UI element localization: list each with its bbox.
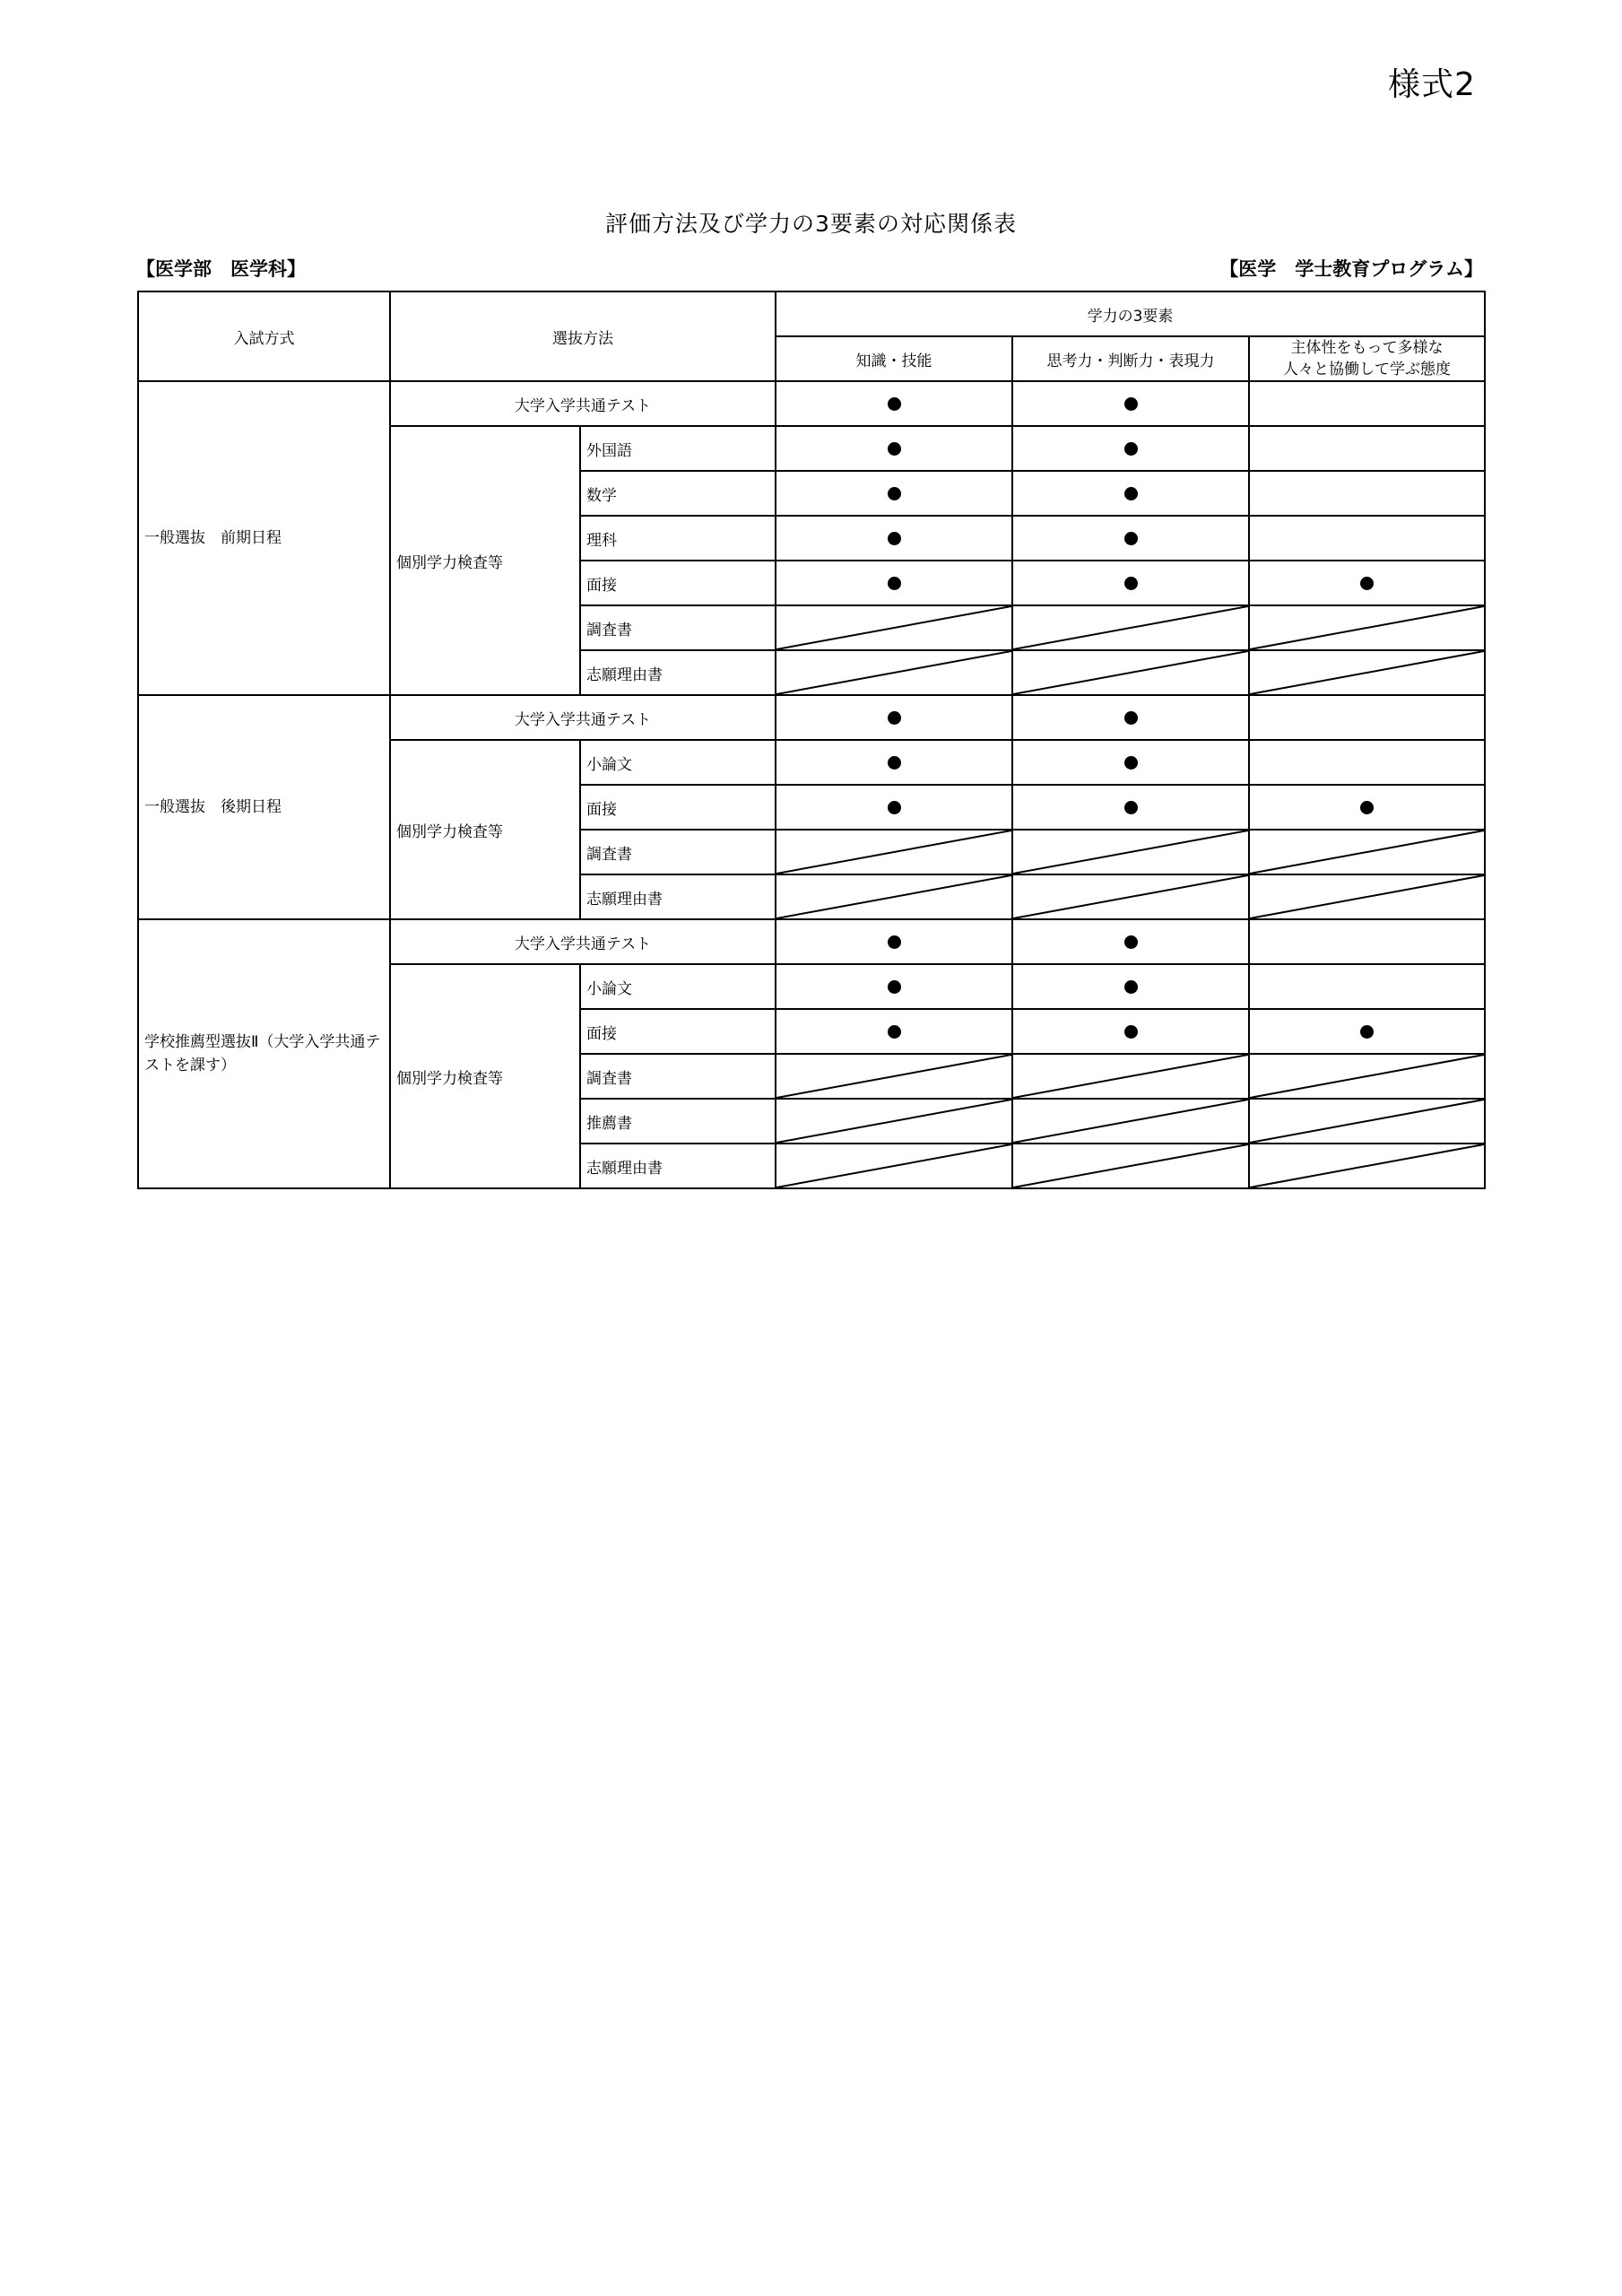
mark-cell	[776, 516, 1012, 561]
item-name-cell: 外国語	[580, 426, 776, 471]
mark-cell	[776, 1009, 1012, 1054]
filled-circle-icon	[1124, 756, 1138, 770]
filled-circle-icon	[1124, 397, 1138, 411]
form-number: 様式2	[1388, 66, 1476, 103]
mark-cell	[1249, 516, 1485, 561]
mark-cell	[776, 561, 1012, 605]
header-exam-type: 入試方式	[138, 291, 390, 381]
mark-cell	[1249, 381, 1485, 426]
item-name-cell: 小論文	[580, 740, 776, 785]
not-applicable-slash-cell	[1249, 605, 1485, 650]
header-selection-method: 選抜方法	[390, 291, 776, 381]
document-title: 評価方法及び学力の3要素の対応関係表	[605, 211, 1017, 237]
not-applicable-slash-cell	[1012, 605, 1249, 650]
mark-cell	[776, 964, 1012, 1009]
table-row	[138, 381, 1485, 426]
mark-cell	[1012, 740, 1249, 785]
header-element3-line2: 人々と協働して学ぶ態度	[1283, 361, 1451, 378]
not-applicable-slash-cell	[1012, 874, 1249, 919]
common-test-cell: 大学入学共通テスト	[390, 381, 776, 426]
not-applicable-slash-cell	[1249, 830, 1485, 874]
filled-circle-icon	[1124, 980, 1138, 994]
header-element3	[1249, 336, 1485, 381]
filled-circle-icon	[888, 1025, 901, 1039]
item-name-cell: 面接	[580, 561, 776, 605]
correspondence-table	[137, 291, 1486, 1189]
item-name-cell: 調査書	[580, 1054, 776, 1099]
common-test-cell: 大学入学共通テスト	[390, 695, 776, 740]
mark-cell	[1249, 1009, 1485, 1054]
common-test-cell: 大学入学共通テスト	[390, 919, 776, 964]
filled-circle-icon	[1124, 577, 1138, 590]
filled-circle-icon	[1360, 801, 1374, 814]
table-row	[138, 919, 1485, 964]
not-applicable-slash-cell	[1249, 1054, 1485, 1099]
item-name-cell: 志願理由書	[580, 874, 776, 919]
mark-cell	[1249, 919, 1485, 964]
mark-cell	[776, 919, 1012, 964]
mark-cell	[776, 471, 1012, 516]
filled-circle-icon	[888, 801, 901, 814]
mark-cell	[1012, 695, 1249, 740]
header-element1: 知識・技能	[776, 336, 1012, 381]
mark-cell	[776, 381, 1012, 426]
not-applicable-slash-cell	[1249, 1099, 1485, 1144]
filled-circle-icon	[888, 980, 901, 994]
item-name-cell: 理科	[580, 516, 776, 561]
filled-circle-icon	[888, 756, 901, 770]
mark-cell	[1249, 561, 1485, 605]
mark-cell	[1012, 471, 1249, 516]
mark-cell	[1249, 785, 1485, 830]
mark-cell	[1249, 426, 1485, 471]
filled-circle-icon	[1124, 801, 1138, 814]
table-row	[138, 695, 1485, 740]
mark-cell	[1012, 785, 1249, 830]
header-row-1	[138, 291, 1485, 336]
not-applicable-slash-cell	[1249, 874, 1485, 919]
filled-circle-icon	[1124, 532, 1138, 545]
program-label: 【医学 学士教育プログラム】	[1219, 258, 1483, 280]
mark-cell	[1249, 695, 1485, 740]
mark-cell	[1012, 426, 1249, 471]
exam-type-cell: 一般選抜 後期日程	[138, 695, 390, 919]
filled-circle-icon	[1124, 1025, 1138, 1039]
item-name-cell: 志願理由書	[580, 1144, 776, 1188]
individual-exam-cell: 個別学力検査等	[390, 740, 580, 919]
mark-cell	[776, 785, 1012, 830]
mark-cell	[1249, 740, 1485, 785]
not-applicable-slash-cell	[1249, 650, 1485, 695]
mark-cell	[1012, 381, 1249, 426]
header-element2: 思考力・判断力・表現力	[1012, 336, 1249, 381]
item-name-cell: 面接	[580, 1009, 776, 1054]
mark-cell	[1249, 471, 1485, 516]
not-applicable-slash-cell	[776, 830, 1012, 874]
mark-cell	[1012, 919, 1249, 964]
mark-cell	[776, 695, 1012, 740]
mark-cell	[1249, 964, 1485, 1009]
mark-cell	[776, 426, 1012, 471]
not-applicable-slash-cell	[776, 1099, 1012, 1144]
individual-exam-cell: 個別学力検査等	[390, 426, 580, 695]
header-three-elements: 学力の3要素	[776, 291, 1485, 336]
header-element3-line1: 主体性をもって多様な	[1290, 339, 1444, 357]
filled-circle-icon	[888, 532, 901, 545]
filled-circle-icon	[1124, 442, 1138, 456]
filled-circle-icon	[888, 711, 901, 725]
exam-type-cell: 一般選抜 前期日程	[138, 381, 390, 695]
filled-circle-icon	[888, 577, 901, 590]
not-applicable-slash-cell	[776, 1054, 1012, 1099]
filled-circle-icon	[888, 935, 901, 949]
item-name-cell: 調査書	[580, 605, 776, 650]
filled-circle-icon	[1124, 487, 1138, 500]
not-applicable-slash-cell	[776, 1144, 1012, 1188]
not-applicable-slash-cell	[1249, 1144, 1485, 1188]
individual-exam-cell: 個別学力検査等	[390, 964, 580, 1188]
mark-cell	[1012, 1009, 1249, 1054]
not-applicable-slash-cell	[1012, 1054, 1249, 1099]
not-applicable-slash-cell	[776, 650, 1012, 695]
mark-cell	[1012, 964, 1249, 1009]
item-name-cell: 小論文	[580, 964, 776, 1009]
not-applicable-slash-cell	[1012, 830, 1249, 874]
mark-cell	[1012, 561, 1249, 605]
filled-circle-icon	[888, 442, 901, 456]
filled-circle-icon	[1360, 1025, 1374, 1039]
not-applicable-slash-cell	[776, 605, 1012, 650]
item-name-cell: 数学	[580, 471, 776, 516]
item-name-cell: 推薦書	[580, 1099, 776, 1144]
mark-cell	[776, 740, 1012, 785]
item-name-cell: 面接	[580, 785, 776, 830]
not-applicable-slash-cell	[776, 874, 1012, 919]
mark-cell	[1012, 516, 1249, 561]
item-name-cell: 志願理由書	[580, 650, 776, 695]
filled-circle-icon	[1124, 935, 1138, 949]
not-applicable-slash-cell	[1012, 1144, 1249, 1188]
not-applicable-slash-cell	[1012, 1099, 1249, 1144]
item-name-cell: 調査書	[580, 830, 776, 874]
filled-circle-icon	[1124, 711, 1138, 725]
filled-circle-icon	[888, 397, 901, 411]
filled-circle-icon	[888, 487, 901, 500]
exam-type-cell: 学校推薦型選抜Ⅱ（大学入学共通テストを課す）	[138, 919, 390, 1188]
filled-circle-icon	[1360, 577, 1374, 590]
not-applicable-slash-cell	[1012, 650, 1249, 695]
department-label: 【医学部 医学科】	[136, 258, 306, 280]
